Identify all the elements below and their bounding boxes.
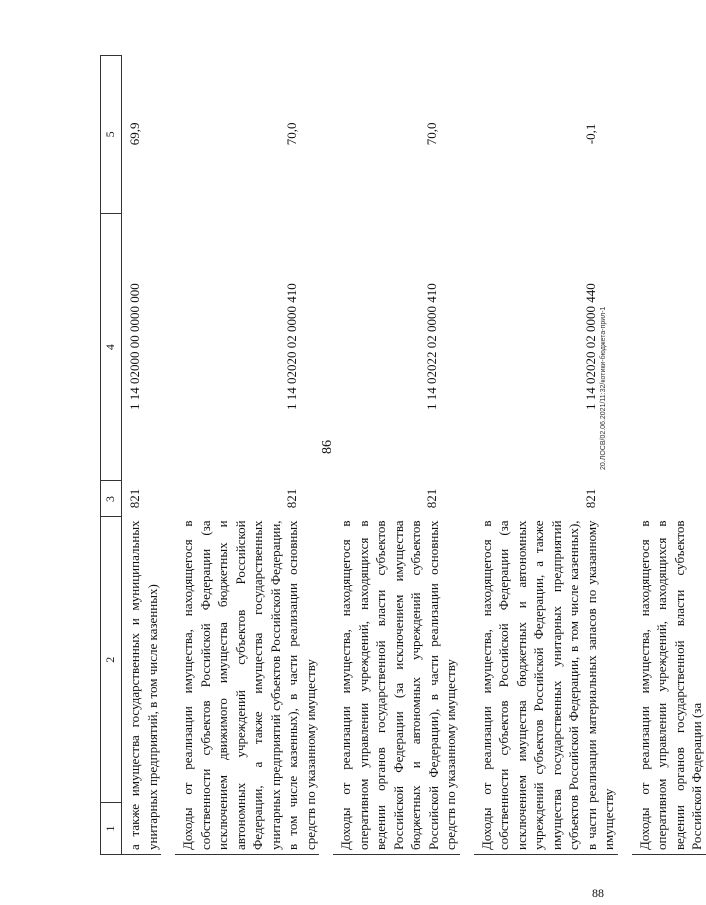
row-description: Доходы от реализации имущества, находящегося в собственности субъектов Российской Федерации (за исключением движимого имущества бюджетных и автономных учреждений субъектов Российской Федерации, а также имущества государственных унитарных предприятий субъектов Российской Федерации, в том числе казенных), в части реализации основных средств по указанному имуществу <box>180 520 318 850</box>
row-value: 69,9 <box>127 122 142 146</box>
row-admin-code <box>632 480 706 516</box>
row-budget-code: 1 14 02022 02 0000 410 <box>424 283 439 411</box>
document-stamp: 20.ЛОСВ/02.06.2021/11:32/котики-бюджета-прил-1 <box>600 306 607 470</box>
row-value: 70,0 <box>284 122 299 146</box>
row-value: -0,1 <box>582 123 598 145</box>
row-description: Доходы от реализации имущества, находящегося в оперативном управлении учреждений, находящихся в ведении органов государственной власти субъектов Российской Федерации (за исключением имущества бюджетных и автономных учреждений субъектов Российской Федерации), в части реализации основных средств по указанному имуществу <box>338 520 458 850</box>
row-admin-code: 821 <box>424 488 439 509</box>
row-admin-code: 821 <box>284 488 299 509</box>
table-row <box>632 55 706 855</box>
row-value <box>632 55 706 213</box>
row-description: Доходы от реализации имущества, находящегося в оперативном управлении учреждений, находящихся в ведении органов государственной власти субъектов Российской Федерации (за <box>636 520 704 850</box>
table-row <box>474 55 618 855</box>
table-row <box>333 55 460 855</box>
row-admin-code: 821 <box>127 488 142 509</box>
table-row <box>175 55 319 855</box>
row-budget-code <box>632 213 706 481</box>
row-budget-code: 1 14 02000 00 0000 000 <box>127 283 142 411</box>
table-row <box>122 55 161 855</box>
row-budget-code: 1 14 02020 02 0000 410 <box>284 283 299 411</box>
row-admin-code: 821 <box>582 488 598 509</box>
page-number-top: 86 <box>320 440 335 454</box>
header-col-3: 3 <box>101 480 121 516</box>
header-col-5: 5 <box>101 55 121 213</box>
header-col-2: 2 <box>101 516 121 802</box>
row-value: 70,0 <box>424 122 439 146</box>
row-description: а также имущества государственных и муниципальных унитарных предприятий, в том числе казенных) <box>127 520 160 850</box>
revenue-table <box>100 55 706 855</box>
page-number-bottom: 88 <box>592 886 604 900</box>
header-col-4: 4 <box>101 213 121 481</box>
table-header-row <box>100 55 122 855</box>
header-col-1: 1 <box>101 802 121 854</box>
row-description: Доходы от реализации имущества, находящегося в собственности субъектов Российской Федерации (за исключением имущества бюджетных и автономных учреждений субъектов Российской Федерации, а также имущества государственных унитарных предприятий субъектов Российской Федерации, в том числе казенных), в части реализации материальных запасов по указанному имуществу <box>478 520 616 850</box>
row-budget-code: 1 14 02020 02 0000 440 <box>582 283 598 411</box>
